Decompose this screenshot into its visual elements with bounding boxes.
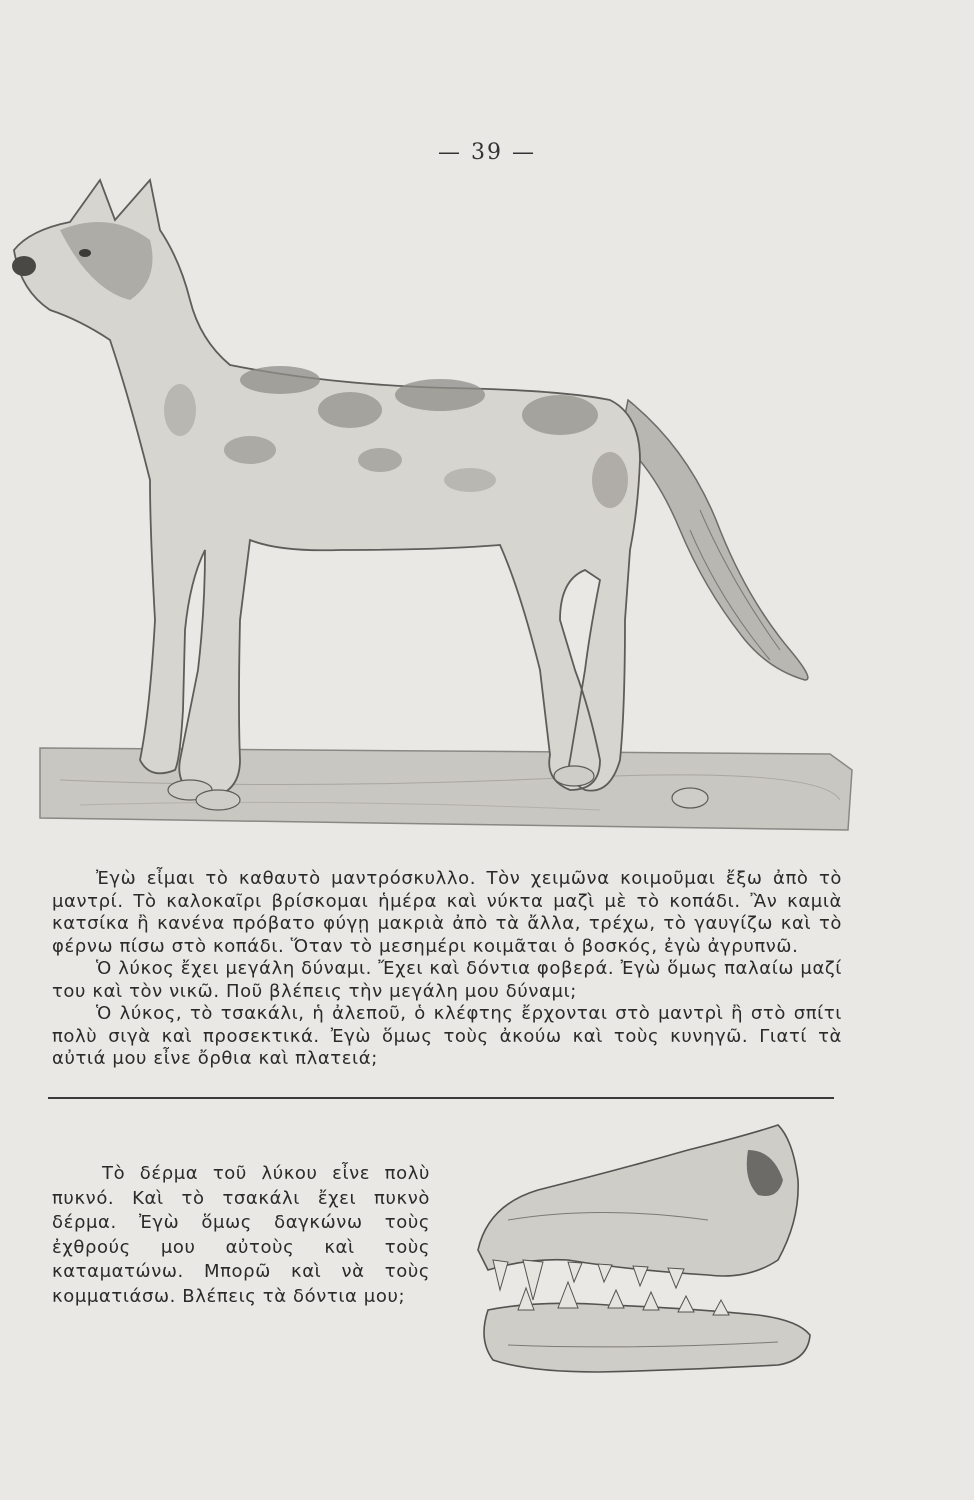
- paragraph-ears: Ὁ λύκος, τὸ τσακάλι, ἡ ἀλεποῦ, ὁ κλέφτης ἔρχονται στὸ μαντρὶ ἢ στὸ σπίτι πολὺ σιγὰ καὶ προσεκτικά. Ἐγὼ ὅμως τοὺς ἀκούω καὶ τοὺς κυνηγῶ. Γιατί τὰ αὐτιά μου εἶνε ὄρθια καὶ πλατειά;: [52, 1003, 842, 1069]
- page-number: — 39 —: [438, 140, 536, 165]
- upper-skull: [478, 1125, 798, 1276]
- paragraph-wolf-strength: Ὁ λύκος ἔχει μεγάλη δύναμι. Ἔχει καὶ δόντια φοβερά. Ἐγὼ ὅμως παλαίω μαζί του καὶ τὸν νικῶ. Ποῦ βλέπεις τὴν μεγάλη μου δύναμι;: [52, 958, 842, 1002]
- wolf-skull-illustration: [448, 1110, 828, 1400]
- main-text: [52, 868, 842, 1071]
- side-text-teeth: Τὸ δέρμα τοῦ λύκου εἶνε πολὺ πυκνό. Καὶ τὸ τσακάλι ἔχει πυκνὸ δέρμα. Ἐγὼ ὅμως δαγκώνω τοὺς ἐχθρούς μου αὐτοὺς καὶ τοὺς καταματώνω. Μπορῶ καὶ νὰ τοὺς κομματιάσω. Βλέπεις τὰ δόντια μου;: [52, 1163, 430, 1307]
- dog-illustration: [0, 150, 880, 850]
- section-divider: [48, 1097, 834, 1099]
- paragraph-sheepdog: Ἐγὼ εἶμαι τὸ καθαυτὸ μαντρόσκυλλο. Τὸν χειμῶνα κοιμοῦμαι ἔξω ἀπὸ τὸ μαντρί. Τὸ καλοκαῖρι βρίσκομαι ἡμέρα καὶ νύκτα μαζὶ μὲ τὸ κοπάδι. Ἂν καμιὰ κατσίκα ἢ κανένα πρόβατο φύγῃ μακριὰ ἀπὸ τὰ ἄλλα, τρέχω, τὸ γαυγίζω καὶ τὸ φέρνω πίσω στὸ κοπάδι. Ὅταν τὸ μεσημέρι κοιμᾶται ὁ βοσκός, ἐγὼ ἀγρυπνῶ.: [52, 868, 842, 957]
- lower-jaw: [484, 1303, 810, 1372]
